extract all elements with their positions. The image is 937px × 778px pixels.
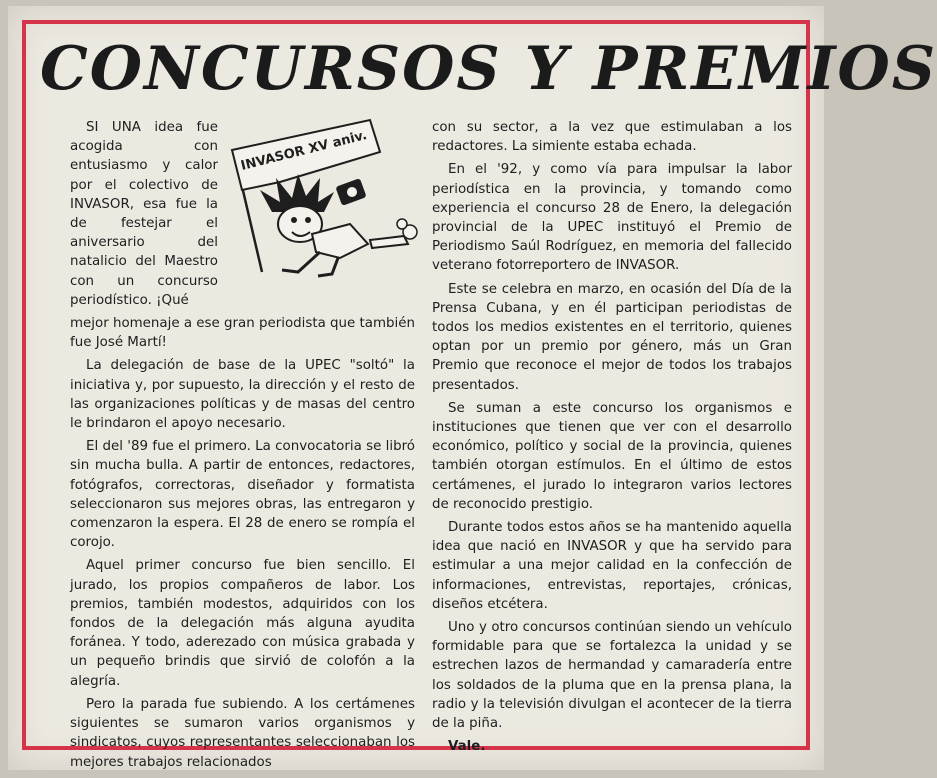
- right-column: [432, 118, 792, 761]
- paragraph-2: La delegación de base de la UPEC "soltó" la iniciativa y, por supuesto, la dirección y el resto de las organizaciones políticas y de masas del centro le brindaron el apoyo necesario.: [70, 358, 415, 432]
- paragraph-1-bottom: mejor homenaje a ese gran periodista que también fue José Martí!: [70, 316, 415, 351]
- paragraph-5: Pero la parada fue subiendo. A los certámenes siguientes se sumaron varios organismos y sindicatos, cuyos representantes seleccionaban los mejores trabajos relacionados: [70, 696, 415, 770]
- paragraph-4: Durante todos estos años se ha mantenido aquella idea que nació en INVASOR y que ha servido para estimular a una mejor calidad en la confección de informaciones, entrevistas, reportajes, crónicas, diseños etcétera.: [432, 520, 792, 612]
- headline: CONCURSOS Y PREMIOS: [40, 34, 937, 104]
- banner-text: INVASOR XV aniv.: [239, 128, 369, 174]
- paragraph-3: El del '89 fue el primero. La convocatoria se libró sin mucha bulla. A partir de entonces, redactores, fotógrafos, correctoras, diseñador y formatista seleccionaron sus mejores obras, las entregaron y comenzaron la espera. El 28 de enero se rompía el corojo.: [70, 439, 415, 551]
- paragraph-5: Uno y otro concursos continúan siendo un vehículo formidable para que se fortalezca la unidad y se estrechen lazos de hermandad y camaradería entre los soldados de la pluma que en la prensa plana, la radio y la televisión divulgan el acontecer de la tierra de la piña.: [432, 620, 792, 732]
- left-column: [70, 118, 415, 776]
- paragraph-1: En el '92, y como vía para impulsar la labor periodística en la provincia, y tomando como experiencia el concurso 28 de Enero, la delegación provincial de la UPEC instituyó el Premio de Periodismo Saúl Rodríguez, en memoria del fallecido veterano fotorreportero de INVASOR.: [432, 162, 792, 274]
- paragraph-1-top: SI UNA idea fue acogida con entusiasmo y calor por el colectivo de INVASOR, esa fue la de festejar el aniversario del natalicio del Maestro con un concurso periodístico. ¡Qué: [70, 120, 218, 308]
- paragraph-3: Se suman a este concurso los organismos e instituciones que tienen que ver con el desarrollo económico, político y social de la provincia, quienes también otorgan estímulos. En el último de estos certámenes, el jurado lo integraron varios lectores de reconocido prestigio.: [432, 400, 792, 512]
- paragraph-2: Este se celebra en marzo, en ocasión del Día de la Prensa Cubana, y en él participan periodistas de todos los medios existentes en el territorio, quienes optan por un premio por género, más un Gran Premio que reconoce el mejor de todos los trabajos presentados.: [432, 281, 792, 393]
- signature: Vale.: [448, 739, 486, 755]
- paragraph-0: con su sector, a la vez que estimulaban a los redactores. La simiente estaba echada.: [432, 120, 792, 155]
- paragraph-4: Aquel primer concurso fue bien sencillo. El jurado, los propios compañeros de labor. Los premios, también modestos, adquiridos con los fondos de la delegación más alguna ayudita foránea. Y todo, aderezado con música grabada y un pequeño brindis que sirvió de colofón a la alegría.: [70, 558, 415, 689]
